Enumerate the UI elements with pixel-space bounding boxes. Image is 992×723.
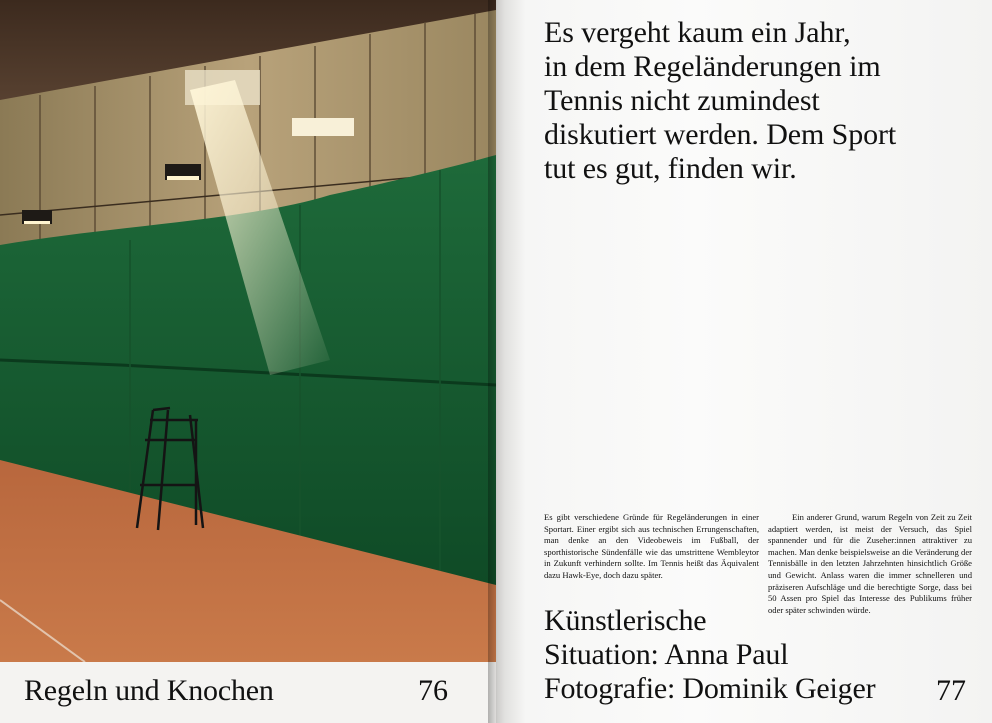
headline-line: in dem Regeländerungen im [544,50,881,83]
body-column-2 [768,512,972,616]
headline-line: Es vergeht kaum ein Jahr, [544,16,851,49]
body-paragraph: Es gibt verschiedene Gründe für Regeländerungen in einer Sportart. Einer ergibt sich aus technischen Errungenschaften, man denke an den Videobeweis im Fußball, der sporthistorische Sündenfälle wie das umstrittene Wembleytor in Zukunft verhindern sollte. Im Tennis heißt das Äquivalent dazu Hawk-Eye, doch dazu später. [544,512,759,580]
credit-line: Situation: Anna Paul [544,638,789,671]
page-number-right: 77 [936,674,966,707]
headline-line: diskutiert werden. Dem Sport [544,118,897,151]
running-title: Regeln und Knochen [24,674,274,707]
indoor-tennis-court-photo [0,0,496,662]
headline-line: tut es gut, finden wir. [544,152,797,185]
credit-line: Künstlerische [544,604,707,637]
book-gutter [488,0,512,723]
headline [544,16,984,186]
credit-line: Fotografie: Dominik Geiger [544,672,876,705]
credits [544,604,875,706]
body-column-1 [544,512,759,582]
right-page [496,0,992,723]
body-paragraph: Ein anderer Grund, warum Regeln von Zeit zu Zeit adaptiert werden, ist meist der Versuch, das Spiel spannender und für die Zuseher:innen attraktiver zu machen. Man denke beispielsweise an die Veränderung der Tennisbälle in den letzten Jahrzehnten hinsichtlich Größe und Gewicht. Anlass waren die immer schnelleren und präziseren Aufschläge und die berechtigte Sorge, dass bei 50 Assen pro Spiel das Interesse des Publikums früher oder später schwinden würde. [768,512,972,615]
headline-line: Tennis nicht zumindest [544,84,820,117]
page-number-left: 76 [418,674,448,707]
